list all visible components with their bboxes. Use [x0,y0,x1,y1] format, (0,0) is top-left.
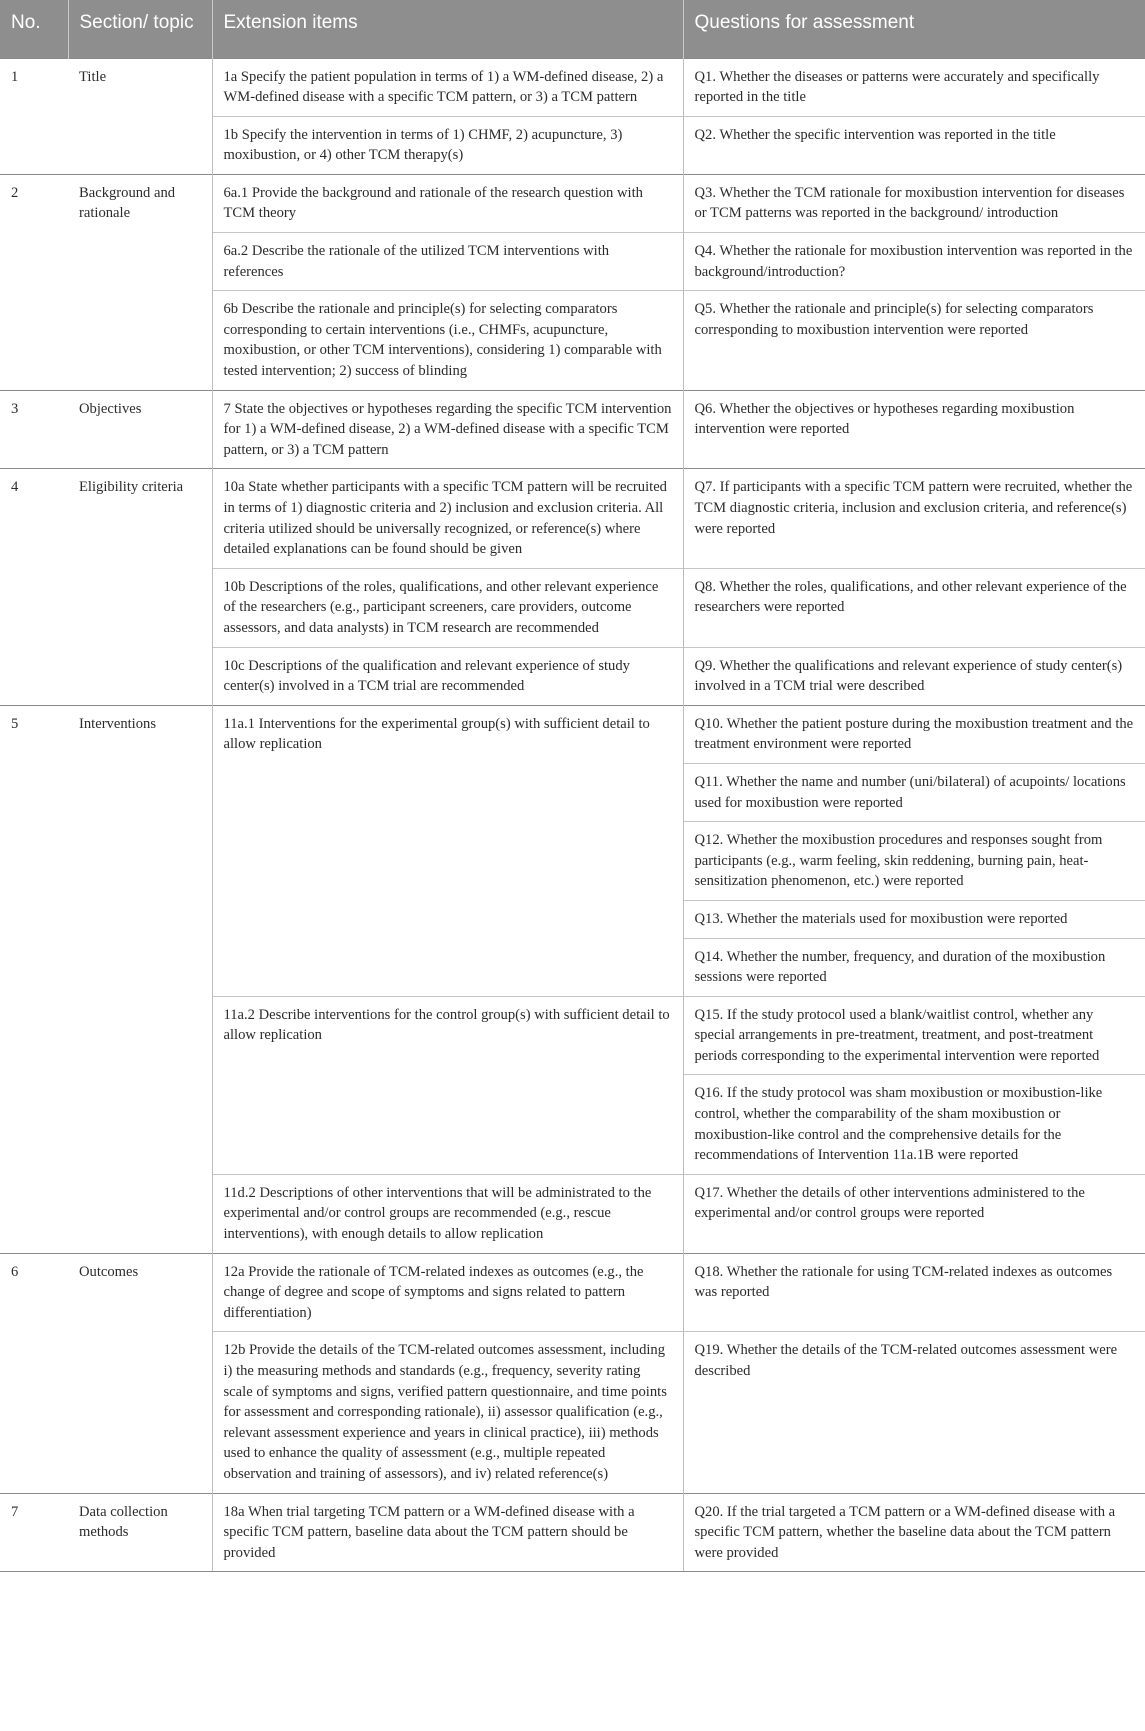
header-questions: Questions for assessment [683,0,1145,58]
assessment-question: Q4. Whether the rationale for moxibustion intervention was reported in the background/introduction? [683,233,1145,291]
table-body [0,58,1145,1572]
table-row [0,58,1145,116]
row-number: 7 [0,1493,68,1572]
row-number: 3 [0,390,68,469]
assessment-question: Q3. Whether the TCM rationale for moxibustion intervention for diseases or TCM patterns was reported in the background/ introduction [683,174,1145,232]
table-row [0,390,1145,469]
extension-item: 6a.1 Provide the background and rationale of the research question with TCM theory [212,174,683,232]
assessment-question: Q8. Whether the roles, qualifications, and other relevant experience of the researchers were reported [683,568,1145,647]
assessment-question: Q1. Whether the diseases or patterns were accurately and specifically reported in the title [683,58,1145,116]
assessment-question: Q9. Whether the qualifications and relevant experience of study center(s) involved in a TCM trial were described [683,647,1145,705]
section-topic: Background and rationale [68,174,212,390]
table-header [0,0,1145,58]
extension-item: 11d.2 Descriptions of other interventions that will be administrated to the experimental and/or control groups are recommended (e.g., rescue interventions), with enough details to allow replication [212,1174,683,1253]
row-number: 5 [0,705,68,1253]
section-topic: Eligibility criteria [68,469,212,705]
row-number: 4 [0,469,68,705]
assessment-question: Q7. If participants with a specific TCM pattern were recruited, whether the TCM diagnostic criteria, inclusion and exclusion criteria, and reference(s) were reported [683,469,1145,568]
table-row [0,1493,1145,1572]
section-topic: Objectives [68,390,212,469]
extension-item: 12b Provide the details of the TCM-related outcomes assessment, including i) the measuring methods and standards (e.g., frequency, severity rating scale of symptoms and signs, verified pattern questionnaire, and time points for assessment and corresponding rationale), ii) assessor qualification (e.g., relevant assessment experience and years in clinical practice), iii) methods used to enhance the quality of assessment (e.g., multiple repeated observation and training of assessors), and iv) related reference(s) [212,1332,683,1493]
extension-item: 7 State the objectives or hypotheses regarding the specific TCM intervention for 1) a WM-defined disease, 2) a WM-defined disease with a specific TCM pattern, or 3) a TCM pattern [212,390,683,469]
header-no: No. [0,0,68,58]
extension-item: 10a State whether participants with a specific TCM pattern will be recruited in terms of 1) diagnostic criteria and 2) inclusion and exclusion criteria. All criteria utilized should be universally recognized, or reference(s) where detailed explanations can be found should be given [212,469,683,568]
extension-item: 1a Specify the patient population in terms of 1) a WM-defined disease, 2) a WM-defined disease with a specific TCM pattern, or 3) a TCM pattern [212,58,683,116]
assessment-question: Q16. If the study protocol was sham moxibustion or moxibustion-like control, whether the comparability of the sham moxibustion or moxibustion-like control and the comprehensive details for the recommendations of Intervention 11a.1B were reported [683,1075,1145,1174]
assessment-question: Q6. Whether the objectives or hypotheses regarding moxibustion intervention were reported [683,390,1145,469]
section-topic: Interventions [68,705,212,1253]
extension-item: 11a.2 Describe interventions for the control group(s) with sufficient detail to allow replication [212,996,683,1174]
header-extension: Extension items [212,0,683,58]
table-row [0,469,1145,568]
extension-item: 6b Describe the rationale and principle(s) for selecting comparators corresponding to certain interventions (i.e., CHMFs, acupuncture, moxibustion, or other TCM interventions), considering 1) comparable with tested intervention; 2) success of blinding [212,291,683,390]
row-number: 1 [0,58,68,174]
row-number: 6 [0,1253,68,1493]
assessment-question: Q12. Whether the moxibustion procedures and responses sought from participants (e.g., warm feeling, skin reddening, burning pain, heat-sensitization phenomenon, etc.) were reported [683,822,1145,901]
assessment-question: Q10. Whether the patient posture during the moxibustion treatment and the treatment environment were reported [683,705,1145,763]
assessment-question: Q15. If the study protocol used a blank/waitlist control, whether any special arrangements in pre-treatment, treatment, and post-treatment periods corresponding to the experimental intervention were reported [683,996,1145,1075]
assessment-question: Q14. Whether the number, frequency, and duration of the moxibustion sessions were reported [683,938,1145,996]
assessment-question: Q20. If the trial targeted a TCM pattern or a WM-defined disease with a specific TCM pattern, whether the baseline data about the TCM pattern were provided [683,1493,1145,1572]
section-topic: Outcomes [68,1253,212,1493]
extension-item: 6a.2 Describe the rationale of the utilized TCM interventions with references [212,233,683,291]
assessment-question: Q18. Whether the rationale for using TCM-related indexes as outcomes was reported [683,1253,1145,1332]
extension-item: 1b Specify the intervention in terms of 1) CHMF, 2) acupuncture, 3) moxibustion, or 4) other TCM therapy(s) [212,116,683,174]
header-section: Section/ topic [68,0,212,58]
extension-item: 12a Provide the rationale of TCM-related indexes as outcomes (e.g., the change of degree and scope of symptoms and signs related to pattern differentiation) [212,1253,683,1332]
extension-item: 11a.1 Interventions for the experimental group(s) with sufficient detail to allow replication [212,705,683,996]
assessment-question: Q2. Whether the specific intervention was reported in the title [683,116,1145,174]
extension-item: 18a When trial targeting TCM pattern or a WM-defined disease with a specific TCM pattern, baseline data about the TCM pattern should be provided [212,1493,683,1572]
header-row [0,0,1145,58]
assessment-question: Q11. Whether the name and number (uni/bilateral) of acupoints/ locations used for moxibustion were reported [683,763,1145,821]
table-row [0,174,1145,232]
assessment-question: Q17. Whether the details of other interventions administered to the experimental and/or control groups were reported [683,1174,1145,1253]
extension-item: 10c Descriptions of the qualification and relevant experience of study center(s) involved in a TCM trial are recommended [212,647,683,705]
extension-item: 10b Descriptions of the roles, qualifications, and other relevant experience of the researchers (e.g., participant screeners, care providers, outcome assessors, and data analysts) in TCM research are recommended [212,568,683,647]
table-row [0,705,1145,763]
table-row [0,1253,1145,1332]
assessment-question: Q13. Whether the materials used for moxibustion were reported [683,900,1145,938]
section-topic: Data collection methods [68,1493,212,1572]
assessment-question: Q5. Whether the rationale and principle(s) for selecting comparators corresponding to moxibustion intervention were reported [683,291,1145,390]
row-number: 2 [0,174,68,390]
section-topic: Title [68,58,212,174]
assessment-question: Q19. Whether the details of the TCM-related outcomes assessment were described [683,1332,1145,1493]
